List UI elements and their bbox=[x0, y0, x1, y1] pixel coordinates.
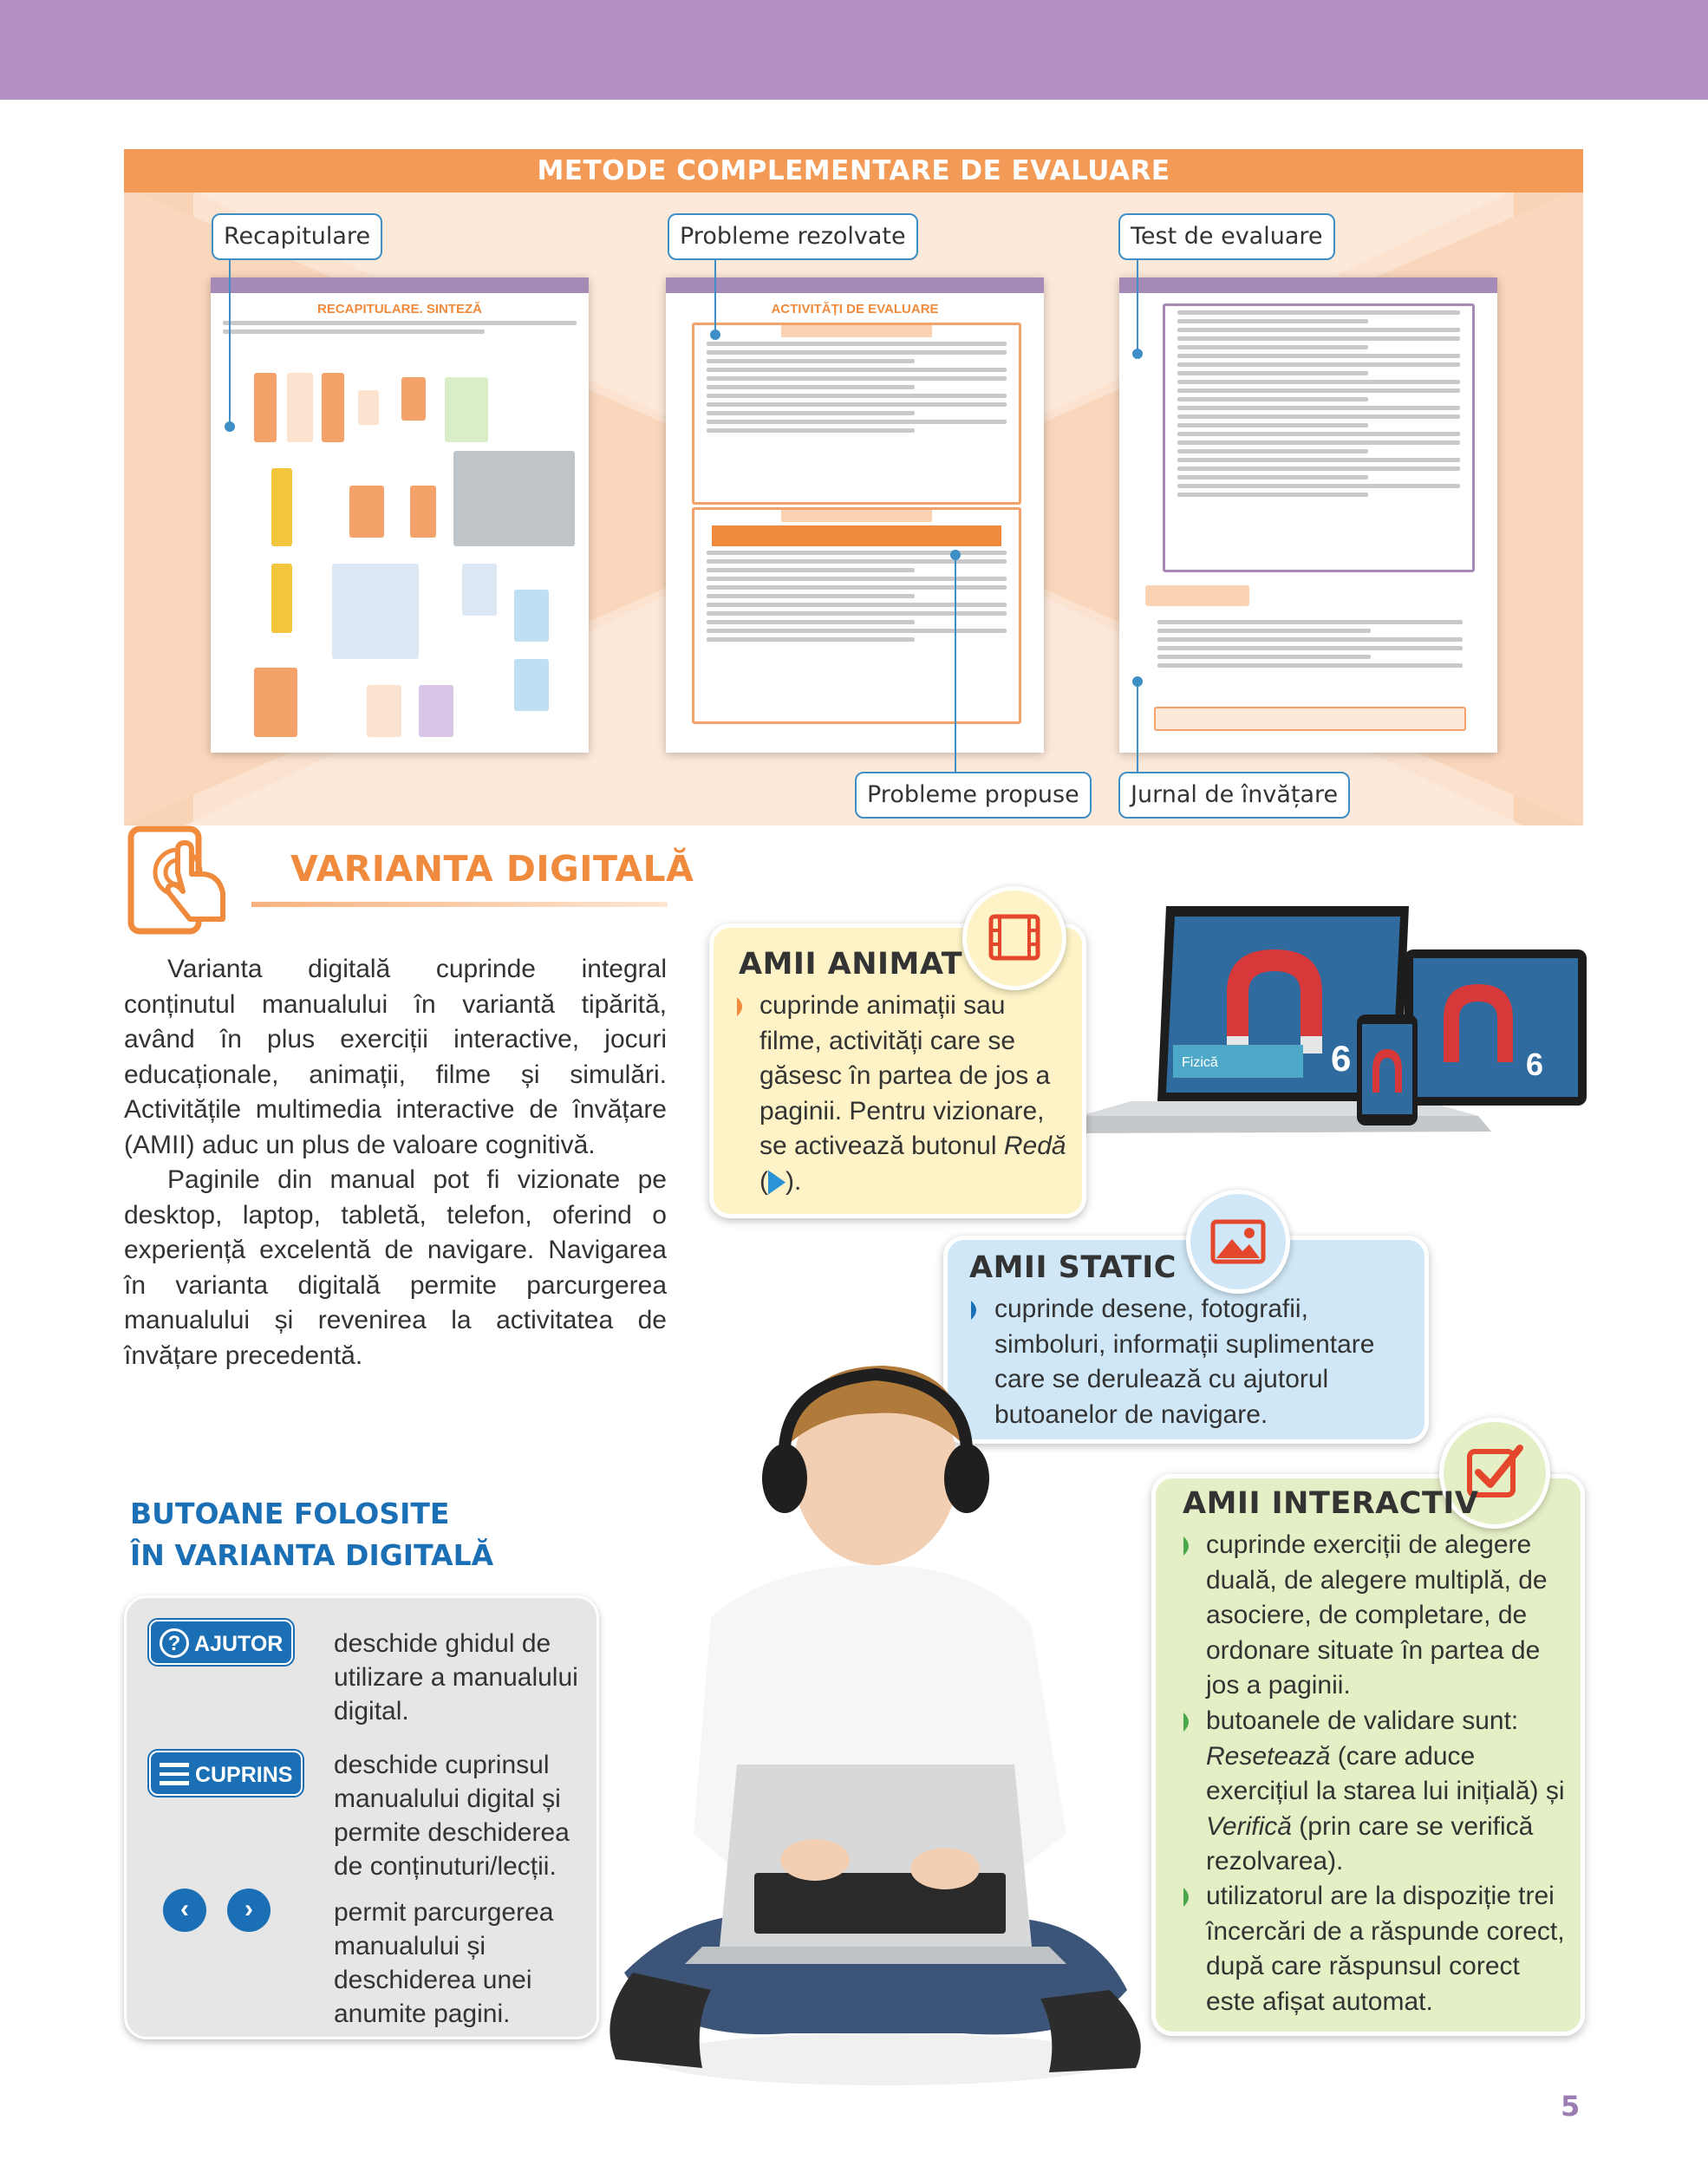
solved-leader-dot bbox=[710, 329, 720, 340]
solved-problems-tag: Probleme rezolvate bbox=[668, 213, 918, 260]
journal-tag: Jurnal de învățare bbox=[1118, 772, 1350, 819]
bullet-icon bbox=[737, 997, 747, 1016]
amii-animat-text: cuprinde animații sau filme, activități care se găsesc în partea de jos a paginii. Pentru vizionare, se activează butonul Redă ( ). bbox=[759, 991, 1066, 1196]
animat-badge bbox=[962, 886, 1066, 990]
image-icon bbox=[1190, 1194, 1286, 1289]
digital-version-title: VARIANTA DIGITALĂ bbox=[290, 848, 694, 890]
recap-thumb-title: RECAPITULARE. SINTEZĂ bbox=[316, 302, 482, 316]
recap-page-thumbnail bbox=[211, 277, 589, 753]
test-leader-dot bbox=[1132, 349, 1143, 359]
device-screen-label: Fizică bbox=[1182, 1055, 1218, 1070]
interactiv-bullet-3: utilizatorul are la dispoziție trei încercări de a răspunde corect, după care răspunsul corect este afișat automat. bbox=[1206, 1882, 1565, 2016]
contents-button[interactable] bbox=[149, 1751, 303, 1796]
top-color-band bbox=[0, 0, 1708, 100]
previous-page-button[interactable] bbox=[163, 1889, 206, 1932]
evaluation-thumb-title: ACTIVITĂȚI DE EVALUARE bbox=[771, 302, 939, 316]
bullet-icon bbox=[1183, 1536, 1194, 1556]
chevron-right-icon: › bbox=[244, 1895, 253, 1923]
amii-static-title: AMII STATIC bbox=[969, 1250, 1177, 1285]
bullet-icon bbox=[1183, 1713, 1194, 1732]
tablet-grade-number: 6 bbox=[1526, 1047, 1544, 1082]
contents-button-description: deschide cuprinsul manualului digital și permite deschiderea de conținuturi/lecții. bbox=[334, 1751, 570, 1881]
test-page-thumbnail bbox=[1119, 277, 1497, 753]
title-underline bbox=[251, 902, 668, 907]
amii-interactiv-title: AMII INTERACTIV bbox=[1183, 1486, 1479, 1521]
proposed-problems-tag: Probleme propuse bbox=[855, 772, 1092, 819]
amii-animat-title: AMII ANIMAT bbox=[739, 947, 963, 982]
menu-list-icon bbox=[160, 1763, 189, 1785]
proposed-leader-dot bbox=[950, 550, 961, 560]
chevron-left-icon: ‹ bbox=[180, 1895, 189, 1923]
static-badge bbox=[1186, 1190, 1290, 1294]
evaluation-page-thumbnail bbox=[666, 277, 1044, 753]
help-button-label: AJUTOR bbox=[194, 1632, 284, 1656]
recap-tag: Recapitulare bbox=[212, 213, 382, 260]
navigation-buttons-description: permit parcurgerea manualului și deschiderea unei anumite pagini. bbox=[334, 1898, 554, 2028]
tablet-touch-icon bbox=[124, 824, 254, 936]
contents-button-label: CUPRINS bbox=[194, 1763, 293, 1787]
play-icon bbox=[768, 1171, 786, 1195]
interactiv-bullet-2: butoanele de validare sunt: Resetează (care aduce exercițiul la starea lui inițială) și Verifică (prin care se verifică rezolvarea). bbox=[1206, 1706, 1565, 1876]
recap-leader-dot bbox=[225, 421, 235, 432]
bullet-icon bbox=[971, 1301, 981, 1320]
devices-illustration bbox=[1079, 889, 1591, 1158]
device-grade-number: 6 bbox=[1331, 1038, 1352, 1079]
interactiv-bullet-1: cuprinde exerciții de alegere duală, de alegere multiplă, de asociere, de completare, de ordonare situate în partea de jos a paginii. bbox=[1206, 1530, 1548, 1700]
buttons-heading-line-2: ÎN VARIANTA DIGITALĂ bbox=[130, 1538, 494, 1572]
buttons-heading-line-1: BUTOANE FOLOSITE bbox=[130, 1497, 450, 1530]
proposed-leader-line bbox=[955, 555, 956, 773]
help-button[interactable] bbox=[149, 1620, 293, 1665]
evaluation-header: METODE COMPLEMENTARE DE EVALUARE bbox=[124, 149, 1583, 192]
student-with-laptop-photo bbox=[598, 1348, 1153, 2094]
recap-leader-line bbox=[229, 260, 231, 427]
page-number: 5 bbox=[1561, 2090, 1581, 2123]
solved-leader-line bbox=[714, 260, 716, 335]
journal-leader-line bbox=[1137, 682, 1138, 773]
next-page-button[interactable] bbox=[227, 1889, 271, 1932]
film-icon bbox=[967, 891, 1062, 986]
question-icon: ? bbox=[160, 1628, 189, 1658]
amii-static-text: cuprinde desene, fotografii, simboluri, informații suplimentare care se derulează cu ajutorul butoanelor de navigare. bbox=[994, 1295, 1375, 1429]
bullet-icon bbox=[1183, 1888, 1194, 1907]
test-tag: Test de evaluare bbox=[1118, 213, 1335, 260]
digital-intro-paragraph: Varianta digitală cuprinde integral conținutul manualului în variantă tipărită, având în plus exerciții interactive, jocuri educaționale, animații, filme și simulări. Activitățile multimedia interactive de învățare (AMII) aduc un plus de valoare cognitivă. Paginile din manual pot fi vizionate pe desktop, laptop, tabletă, telefon, oferind o experiență excelentă de navigare. Navigarea în varianta digitală permite parcurgerea manualului și revenirea la activitatea de învățare precedentă. bbox=[124, 955, 667, 1370]
test-leader-line bbox=[1137, 260, 1138, 354]
journal-leader-dot bbox=[1132, 676, 1143, 687]
help-button-description: deschide ghidul de utilizare a manualului digital. bbox=[334, 1629, 578, 1726]
